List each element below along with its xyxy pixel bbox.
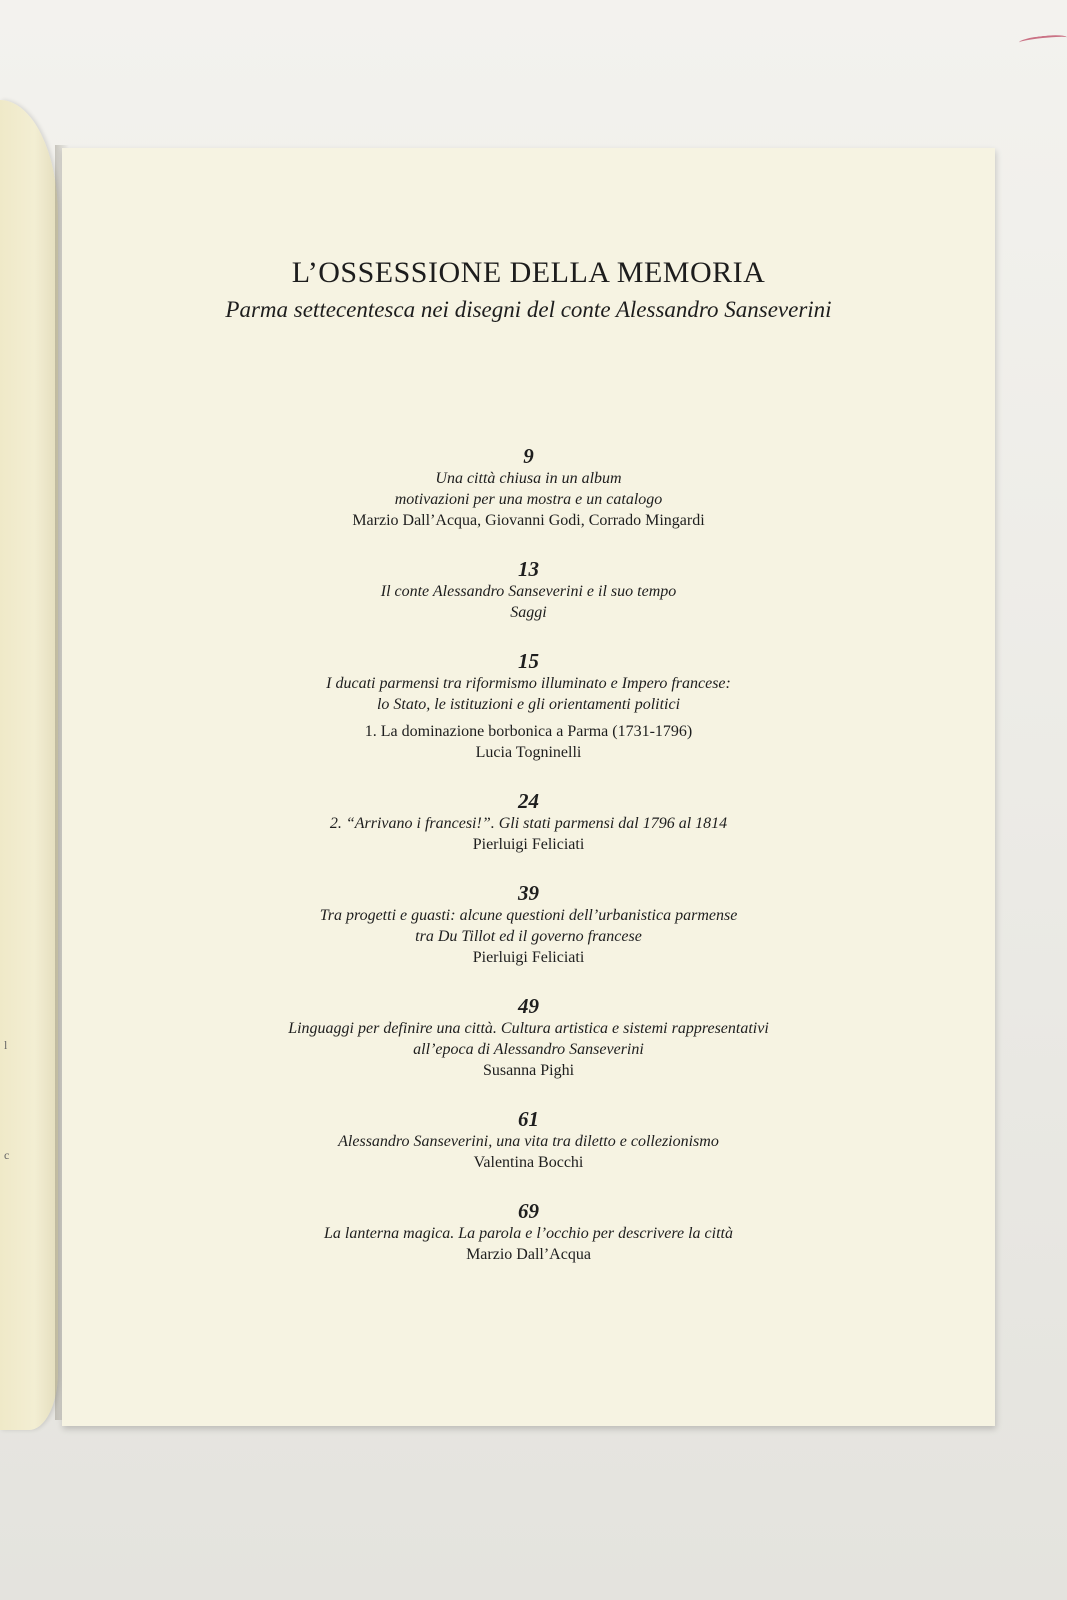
toc-title-line: lo Stato, le istituzioni e gli orientamenti politici <box>376 696 681 713</box>
toc-title-line: La lanterna magica. La parola e l’occhio per descrivere la città <box>324 1225 733 1242</box>
toc-entry <box>62 1199 995 1265</box>
toc-entry <box>62 557 995 623</box>
toc-author-line: Susanna Pighi <box>482 1062 575 1079</box>
page-title: L’OSSESSIONE DELLA MEMORIA <box>291 256 766 289</box>
toc-entry <box>62 789 995 855</box>
toc-page-number: 49 <box>518 994 539 1018</box>
toc-title-line: motivazioni per una mostra e un catalogo <box>394 491 663 508</box>
toc-author-line: Marzio Dall’Acqua, Giovanni Godi, Corrado Mingardi <box>352 512 705 529</box>
toc-entry <box>62 881 995 968</box>
toc-author-line: Lucia Togninelli <box>475 744 582 761</box>
toc-title-line: Una città chiusa in un album <box>435 470 622 487</box>
toc-author-line: Marzio Dall’Acqua <box>466 1246 591 1263</box>
left-page-edge <box>0 100 58 1430</box>
toc-subentry <box>62 721 995 763</box>
table-of-contents <box>62 444 995 1291</box>
margin-mark: c <box>4 1148 10 1162</box>
toc-title-line: Saggi <box>510 604 547 621</box>
toc-page-number: 24 <box>518 789 539 813</box>
toc-entry <box>62 649 995 763</box>
toc-page-number: 39 <box>518 881 539 905</box>
toc-subentry-title: 1. La dominazione borbonica a Parma (1731-1796) <box>364 723 693 740</box>
book-page <box>62 148 995 1426</box>
toc-author-line: Pierluigi Feliciati <box>472 836 585 853</box>
toc-page-number: 15 <box>518 649 539 673</box>
toc-page-number: 13 <box>518 557 539 581</box>
margin-mark: l <box>4 1038 8 1052</box>
toc-title-line: Alessandro Sanseverini, una vita tra diletto e collezionismo <box>338 1133 719 1150</box>
toc-entry <box>62 994 995 1081</box>
toc-title-line: I ducati parmensi tra riformismo illuminato e Impero francese: <box>326 675 731 692</box>
page-subtitle: Parma settecentesca nei disegni del conte Alessandro Sanseverini <box>225 297 832 322</box>
toc-title-line: Linguaggi per definire una città. Cultura artistica e sistemi rappresentativi <box>288 1020 769 1037</box>
toc-entry <box>62 1107 995 1173</box>
toc-page-number: 61 <box>518 1107 539 1131</box>
toc-title-line: all’epoca di Alessandro Sanseverini <box>413 1041 644 1058</box>
toc-page-number: 69 <box>518 1199 539 1223</box>
toc-title-line: 2. “Arrivano i francesi!”. Gli stati parmensi dal 1796 al 1814 <box>329 815 728 832</box>
toc-entry <box>62 444 995 531</box>
toc-title-line: Tra progetti e guasti: alcune questioni dell’urbanistica parmense <box>319 907 738 924</box>
toc-title-line: Il conte Alessandro Sanseverini e il suo tempo <box>380 583 677 600</box>
toc-author-line: Pierluigi Feliciati <box>472 949 585 966</box>
toc-title-line: tra Du Tillot ed il governo francese <box>415 928 642 945</box>
toc-page-number: 9 <box>523 444 534 468</box>
toc-author-line: Valentina Bocchi <box>473 1154 584 1171</box>
